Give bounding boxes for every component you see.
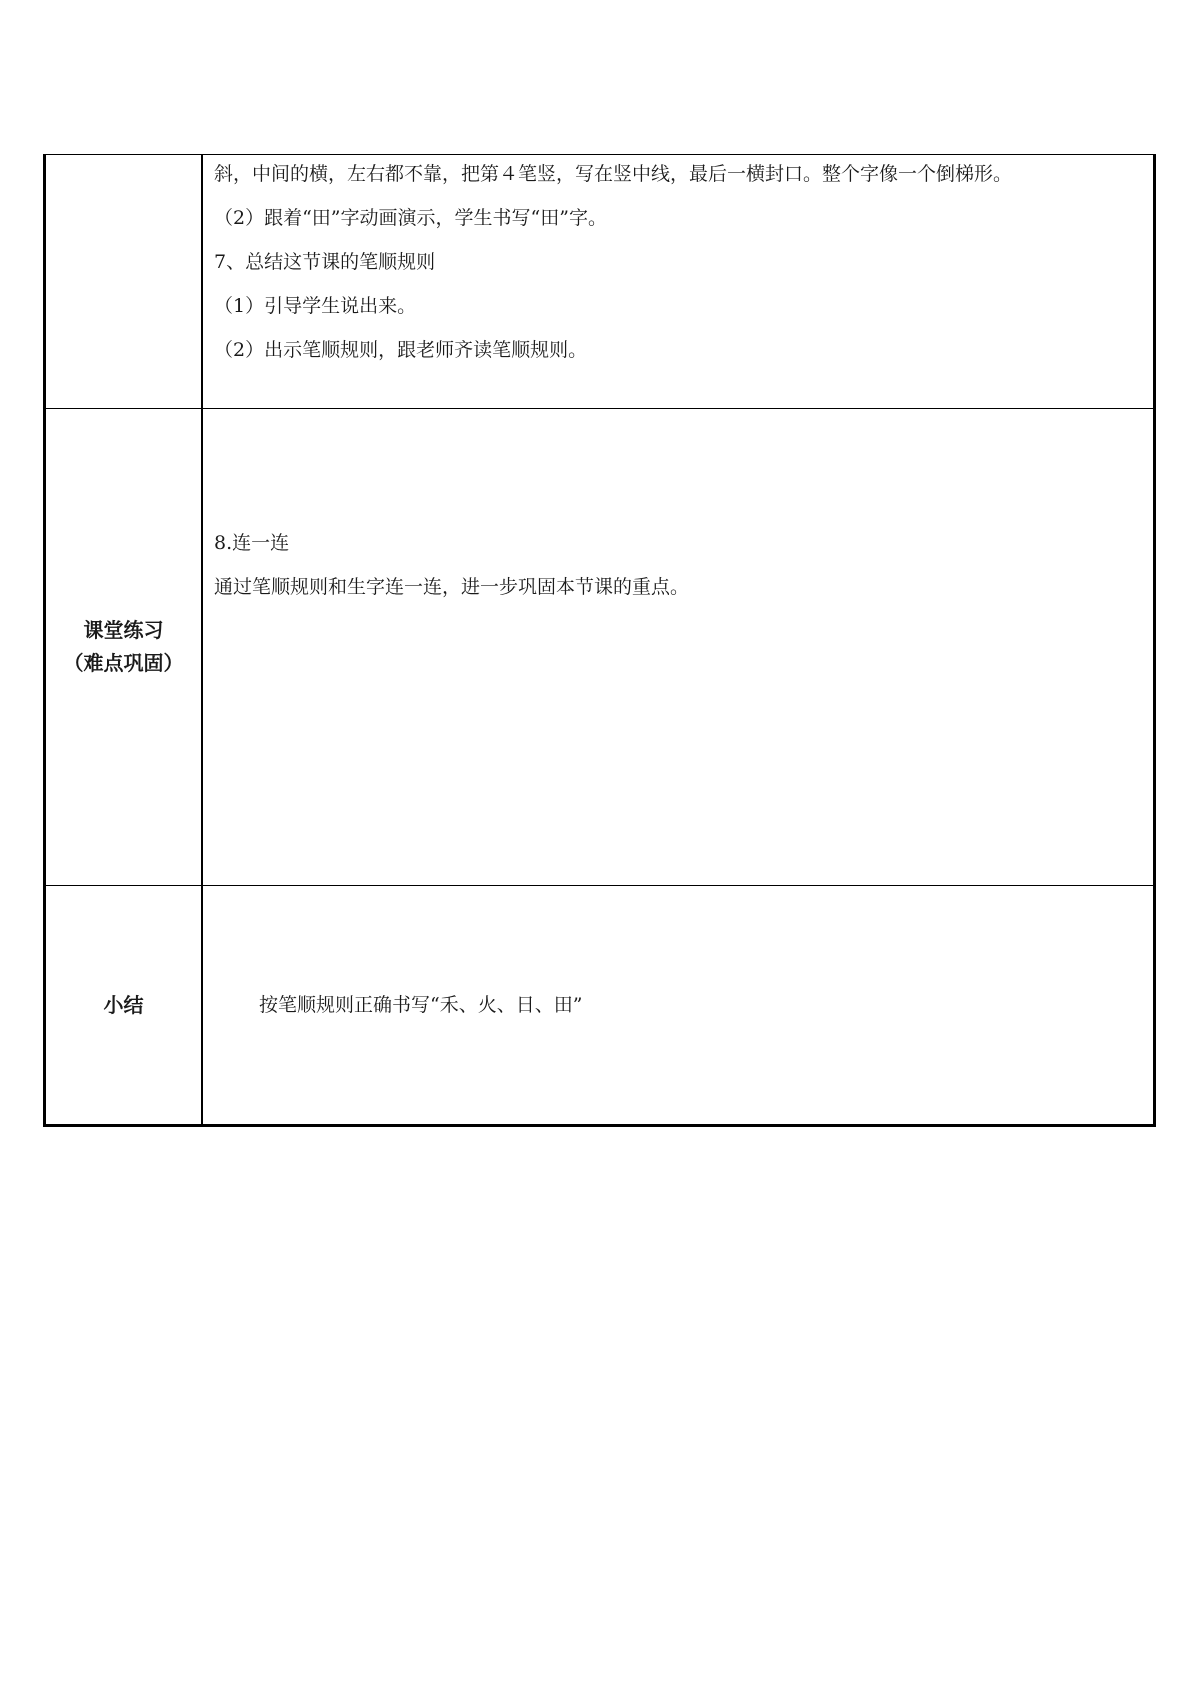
table-row	[45, 155, 1155, 409]
content-line: 斜，中间的横，左右都不靠，把第４笔竖，写在竖中线，最后一横封口。整个字像一个倒梯形。	[214, 163, 1013, 185]
table-row	[45, 409, 1155, 886]
content-line: 8.连一连	[214, 532, 290, 554]
table-row	[45, 886, 1155, 1126]
content-line: 按笔顺规则正确书写“禾、火、日、田”	[259, 994, 583, 1016]
row-label-cell	[45, 409, 203, 886]
lesson-plan-table	[43, 154, 1156, 1127]
content-line: 通过笔顺规则和生字连一连，进一步巩固本节课的重点。	[214, 576, 690, 598]
row-label-cell	[45, 886, 203, 1126]
row-label: 课堂练习	[83, 618, 164, 642]
row-label: （难点巩固）	[63, 651, 184, 675]
row-label-cell	[45, 155, 203, 409]
row-content-cell	[202, 886, 1155, 1126]
row-label: 小结	[103, 992, 144, 1017]
content-line: （1）引导学生说出来。	[214, 295, 417, 317]
content-line: 7、总结这节课的笔顺规则	[214, 251, 436, 273]
row-content-cell	[202, 155, 1155, 409]
row-content-cell	[202, 409, 1155, 886]
content-line: （2）出示笔顺规则，跟老师齐读笔顺规则。	[214, 339, 588, 361]
content-line: （2）跟着“田”字动画演示，学生书写“田”字。	[214, 207, 607, 229]
